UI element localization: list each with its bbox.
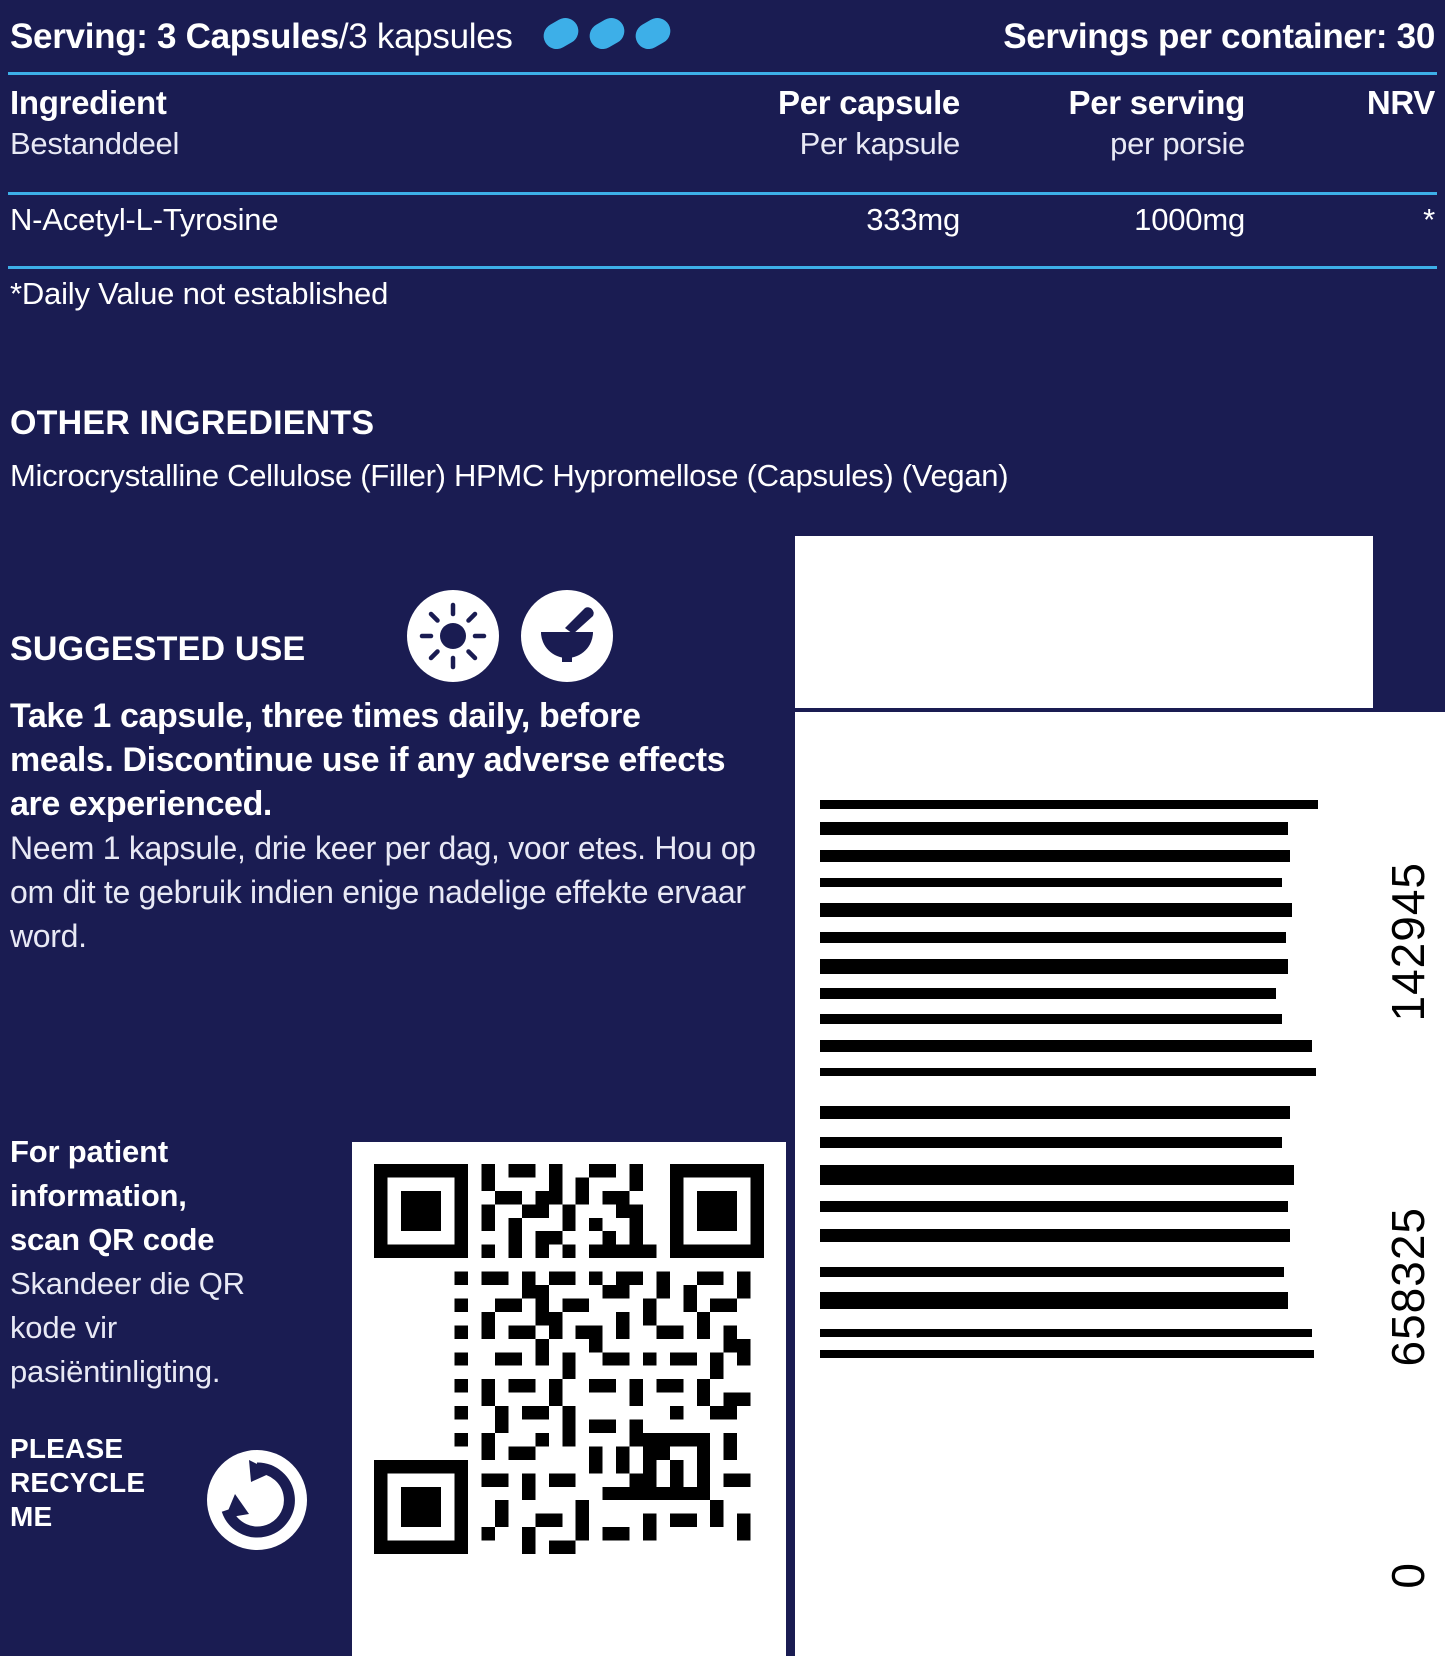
col-nrv: [1245, 82, 1437, 124]
col-per-serving: [960, 82, 1245, 164]
mortar-and-pestle-icon: [519, 588, 615, 689]
capsule-icon: [541, 14, 686, 60]
header-per-capsule-af: Per kapsule: [799, 126, 960, 161]
cell-ingredient-name: N-Acetyl-L-Tyrosine: [10, 202, 279, 237]
serving-size-af: /3 kapsules: [338, 17, 513, 56]
barcode-digits-top: 142945: [1382, 862, 1434, 1022]
divider-top: [8, 72, 1437, 75]
suggested-use-text-af: Neem 1 kapsule, drie keer per dag, voor etes. Hou op om dit te gebruik indien enige nadelige effekte ervaar word.: [10, 830, 756, 954]
cell-per-capsule: 333mg: [866, 202, 960, 237]
recycle-icon: [205, 1448, 310, 1558]
header-per-capsule-en: Per capsule: [778, 84, 960, 121]
barcode-digits-bottom: 0: [1382, 1562, 1434, 1589]
col-ingredient: [10, 82, 710, 164]
divider-header-body: [8, 192, 1437, 195]
cell-nrv: *: [1423, 202, 1435, 237]
suggested-use-text-en: Take 1 capsule, three times daily, before meals. Discontinue use if any adverse effects are experienced.: [10, 697, 726, 823]
cell-per-serving: 1000mg: [1134, 202, 1245, 237]
sun-icon: [405, 588, 501, 689]
patient-info-title-af: Skandeer die QR kode vir pasiëntinligting.: [10, 1266, 245, 1389]
barcode-digits: [1369, 852, 1439, 1632]
facts-table-header: [10, 82, 1437, 164]
other-ingredients-title: OTHER INGREDIENTS: [10, 404, 375, 442]
suggested-use-icons: [405, 588, 615, 689]
barcode-digits-mid: 658325: [1382, 1207, 1434, 1367]
patient-info-title-en: For patient information, scan QR code: [10, 1134, 215, 1257]
barcode-panel: [795, 712, 1445, 1656]
serving-info: [10, 14, 686, 60]
qr-code[interactable]: [352, 1142, 786, 1656]
header-ingredient-en: Ingredient: [10, 84, 167, 121]
recycle-text: PLEASE RECYCLE ME: [10, 1433, 146, 1532]
header-nrv: NRV: [1366, 84, 1435, 121]
suggested-use-title: SUGGESTED USE: [10, 630, 306, 668]
other-ingredients-text: Microcrystalline Cellulose (Filler) HPMC Hypromellose (Capsules) (Vegan): [10, 458, 1009, 493]
header-per-serving-af: per porsie: [1110, 126, 1245, 161]
header-ingredient-af: Bestanddeel: [10, 126, 180, 161]
header-per-serving-en: Per serving: [1068, 84, 1245, 121]
col-per-capsule: [710, 82, 960, 164]
serving-header: [10, 8, 1435, 66]
daily-value-footnote: *Daily Value not established: [10, 276, 389, 311]
serving-size-en: Serving: 3 Capsules: [10, 17, 339, 56]
barcode-top-panel: [795, 536, 1373, 708]
table-row: [10, 202, 1437, 238]
servings-per-container: Servings per container: 30: [1003, 17, 1435, 56]
divider-bottom: [8, 266, 1437, 269]
barcode-bars: [820, 800, 1320, 1368]
